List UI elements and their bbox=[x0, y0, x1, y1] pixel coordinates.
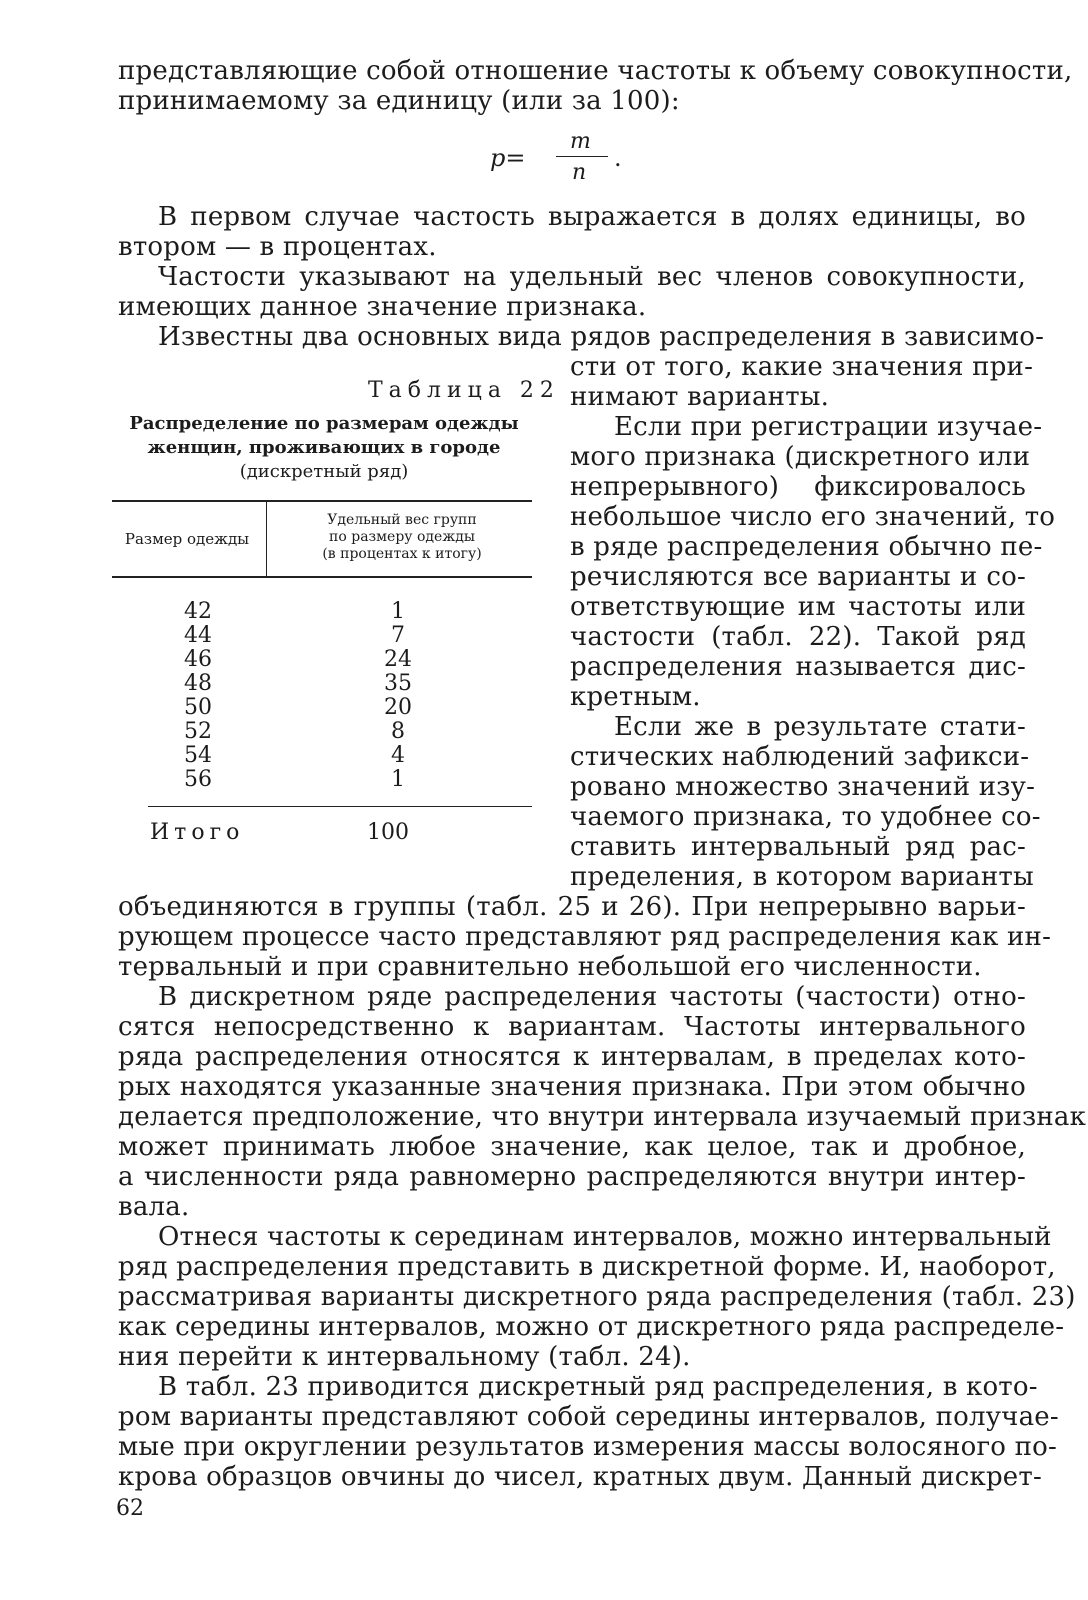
total-value: 100 bbox=[367, 820, 409, 845]
text-line: кретным. bbox=[570, 682, 701, 712]
text-line: В табл. 23 приводится дискретный ряд распределения, в кото- bbox=[158, 1372, 1038, 1402]
text-line: распределения называется дис- bbox=[570, 652, 1026, 682]
table-total-rule bbox=[148, 806, 532, 807]
page-number: 62 bbox=[116, 1496, 144, 1521]
fraction-bar bbox=[556, 156, 608, 157]
text-line: вала. bbox=[118, 1192, 190, 1222]
text-line: ром варианты представляют собой середины интервалов, получае- bbox=[118, 1402, 1059, 1432]
text-line: рующем процессе часто представляют ряд распределения как ин- bbox=[118, 922, 1052, 952]
text-line: в ряде распределения обычно пе- bbox=[570, 532, 1043, 562]
formula-end: . bbox=[614, 144, 622, 172]
text-line: как середины интервалов, можно от дискретного ряда распределе- bbox=[118, 1312, 1065, 1342]
table-title bbox=[118, 412, 530, 484]
text-line: ответствующие им частоты или bbox=[570, 592, 1026, 622]
cell-size: 44 bbox=[184, 623, 212, 648]
text-line: Отнеся частоты к серединам интервалов, можно интервальный bbox=[158, 1222, 1052, 1252]
text-line: мые при округлении результатов измерения массы волосяного по- bbox=[118, 1432, 1057, 1462]
text-line: пределения, в котором варианты bbox=[570, 862, 1034, 892]
text-line: Частости указывают на удельный вес членов совокупности, bbox=[158, 262, 1026, 292]
text-line: рассматривая варианты дискретного ряда распределения (табл. 23) bbox=[118, 1282, 1076, 1312]
text-line: речисляются все варианты и со- bbox=[570, 562, 1026, 592]
cell-size: 52 bbox=[184, 719, 212, 744]
text-line: представляющие собой отношение частоты к объему совокупности, bbox=[118, 56, 1073, 86]
text-line: ряда распределения относятся к интервалам, в пределах кото- bbox=[118, 1042, 1026, 1072]
text-line: Если при регистрации изучае- bbox=[614, 412, 1043, 442]
text-line: ряд распределения представить в дискретной форме. И, наоборот, bbox=[118, 1252, 1056, 1282]
table-header-divider bbox=[266, 502, 267, 576]
text-line: частости (табл. 22). Такой ряд bbox=[570, 622, 1026, 652]
total-label: Итого bbox=[150, 820, 245, 845]
cell-share: 8 bbox=[391, 719, 405, 744]
text-line: может принимать любое значение, как целое, так и дробное, bbox=[118, 1132, 1026, 1162]
text-line: В первом случае частость выражается в долях единицы, во bbox=[158, 202, 1026, 232]
cell-share: 1 bbox=[391, 599, 405, 624]
table-title-line: женщин, проживающих в городе bbox=[147, 437, 501, 458]
text-line: небольшое число его значений, то bbox=[570, 502, 1056, 532]
cell-size: 48 bbox=[184, 671, 212, 696]
cell-share: 20 bbox=[384, 695, 412, 720]
text-line: втором — в процентах. bbox=[118, 232, 437, 262]
column-header-line: (в процентах к итогу) bbox=[322, 546, 482, 562]
cell-size: 46 bbox=[184, 647, 212, 672]
text-line: объединяются в группы (табл. 25 и 26). При непрерывно варьи- bbox=[118, 892, 1026, 922]
table-subtitle: (дискретный ряд) bbox=[239, 461, 409, 482]
text-line: тервальный и при сравнительно небольшой его численности. bbox=[118, 952, 982, 982]
cell-size: 50 bbox=[184, 695, 212, 720]
column-header-line: по размеру одежды bbox=[329, 529, 475, 545]
text-line: рых находятся указанные значения признака. При этом обычно bbox=[118, 1072, 1026, 1102]
text-line: непрерывного) фиксировалось bbox=[570, 472, 1026, 502]
cell-share: 35 bbox=[384, 671, 412, 696]
column-header-share bbox=[272, 512, 532, 563]
text-line: В дискретном ряде распределения частоты (частости) отно- bbox=[158, 982, 1026, 1012]
column-header-line: Удельный вес групп bbox=[327, 512, 477, 528]
table-title-line: Распределение по размерам одежды bbox=[129, 413, 519, 434]
text-line: Если же в результате стати- bbox=[614, 712, 1026, 742]
formula-denominator: n bbox=[572, 160, 587, 185]
table-number: Таблица 22 bbox=[368, 378, 560, 403]
text-line: мого признака (дискретного или bbox=[570, 442, 1031, 472]
text-line: сти от того, какие значения при- bbox=[570, 352, 1034, 382]
cell-share: 7 bbox=[391, 623, 405, 648]
text-line: стических наблюдений зафикси- bbox=[570, 742, 1030, 772]
text-line: делается предположение, что внутри интервала изучаемый признак bbox=[118, 1102, 1087, 1132]
table-header-rule bbox=[112, 576, 532, 578]
table-top-rule bbox=[112, 500, 532, 502]
cell-size: 56 bbox=[184, 767, 212, 792]
cell-share: 24 bbox=[384, 647, 412, 672]
cell-share: 1 bbox=[391, 767, 405, 792]
cell-size: 54 bbox=[184, 743, 212, 768]
text-line: ровано множество значений изу- bbox=[570, 772, 1036, 802]
text-line: крова образцов овчины до чисел, кратных двум. Данный дискрет- bbox=[118, 1462, 1042, 1492]
text-line: Известны два основных вида рядов распределения в зависимо- bbox=[158, 322, 1045, 352]
cell-share: 4 bbox=[391, 743, 405, 768]
text-line: чаемого признака, то удобнее со- bbox=[570, 802, 1041, 832]
text-line: а численности ряда равномерно распределяются внутри интер- bbox=[118, 1162, 1026, 1192]
text-line: ния перейти к интервальному (табл. 24). bbox=[118, 1342, 691, 1372]
formula-numerator: m bbox=[570, 129, 591, 154]
column-header-size: Размер одежды bbox=[124, 530, 250, 548]
formula-lhs: p= bbox=[490, 144, 526, 172]
text-line: имеющих данное значение признака. bbox=[118, 292, 647, 322]
formula-frequency-ratio bbox=[490, 129, 650, 186]
text-line: сятся непосредственно к вариантам. Частоты интервального bbox=[118, 1012, 1026, 1042]
text-line: нимают варианты. bbox=[570, 382, 830, 412]
text-line: ставить интервальный ряд рас- bbox=[570, 832, 1026, 862]
text-line: принимаемому за единицу (или за 100): bbox=[118, 86, 680, 116]
cell-size: 42 bbox=[184, 599, 212, 624]
